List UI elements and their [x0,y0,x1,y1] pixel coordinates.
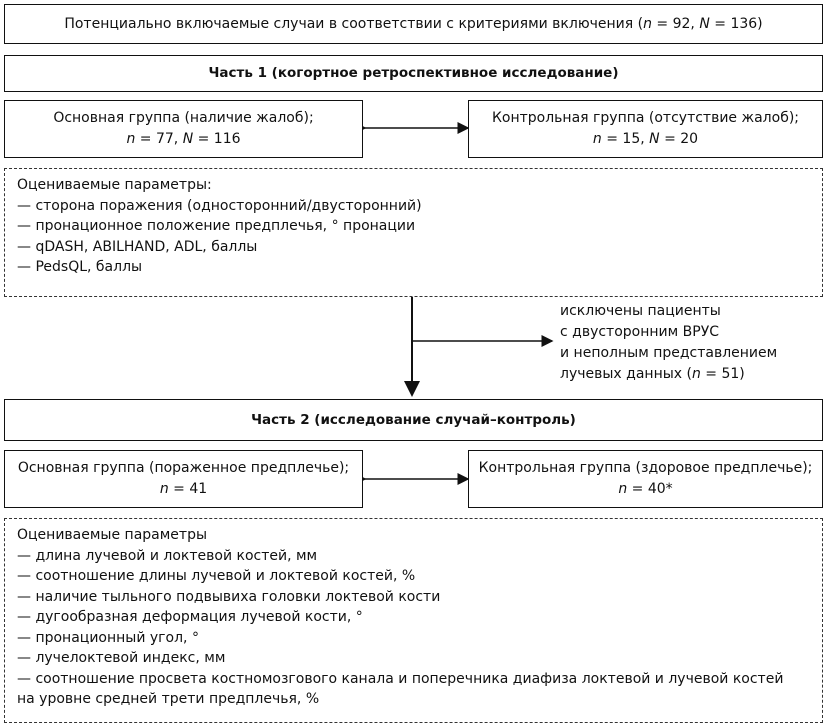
params-title: Оцениваемые параметры [17,527,208,543]
param-item: — соотношение длины лучевой и локтевой костей, % [17,566,810,587]
param-item: — наличие тыльного подвывиха головки локтевой кости [17,587,810,608]
part2-params [4,518,823,723]
param-item: — пронационный угол, ° [17,628,810,649]
part1-main-group: Основная группа (наличие жалоб); n = 77, N = 116 [4,100,363,158]
param-item: — дугообразная деформация лучевой кости, ° [17,607,810,628]
param-item: — PedsQL, баллы [17,257,810,278]
top-box [4,4,823,44]
param-item: — лучелоктевой индекс, мм [17,648,810,669]
top-text: Потенциально включаемые случаи в соответствии с критериями включения (n = 92, N = 136) [64,15,763,32]
params-title: Оцениваемые параметры: [17,177,212,193]
param-item: — пронационное положение предплечья, ° пронации [17,216,810,237]
param-item: — сторона поражения (односторонний/двусторонний) [17,196,810,217]
part2-control-group: Контрольная группа (здоровое предплечье); n = 40* [468,450,823,508]
part1-params [4,168,823,297]
param-item: — длина лучевой и локтевой костей, мм [17,546,810,567]
part1-title: Часть 1 (когортное ретроспективное исследование) [4,55,823,92]
part2-main-group: Основная группа (пораженное предплечье); n = 41 [4,450,363,508]
part1-control-group: Контрольная группа (отсутствие жалоб); n = 15, N = 20 [468,100,823,158]
exclusion-note: исключены пациенты с двусторонним ВРУС и неполным представлением лучевых данных (n = 51) [560,303,778,382]
part2-title: Часть 2 (исследование случай–контроль) [4,399,823,441]
param-item: — qDASH, ABILHAND, ADL, баллы [17,237,810,258]
param-item-continuation: на уровне средней трети предплечья, % [17,691,320,707]
param-item: — соотношение просвета костномозгового канала и поперечника диафиза локтевой и лучевой костей [17,669,810,690]
